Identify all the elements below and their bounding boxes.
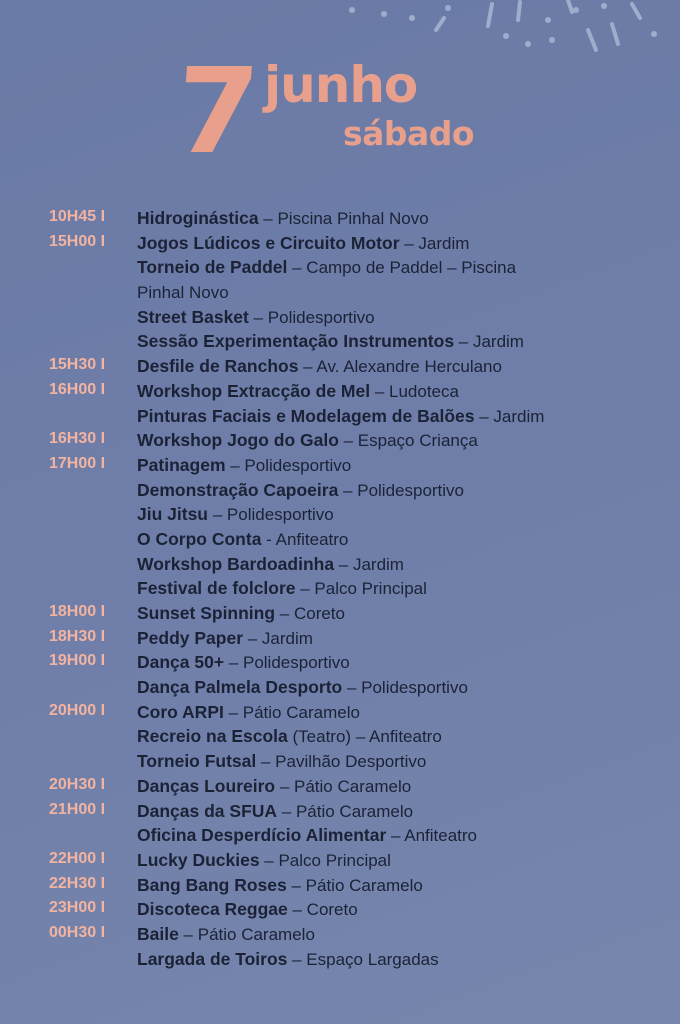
event-location: – Pátio Caramelo — [275, 776, 412, 796]
event-title: Jogos Lúdicos e Circuito Motor — [137, 232, 400, 253]
schedule-entry — [137, 453, 607, 479]
schedule-entry — [137, 749, 607, 775]
schedule-entry — [137, 650, 607, 676]
event-title: Oficina Desperdício Alimentar — [137, 825, 387, 846]
schedule-time: 10H45 I — [49, 208, 106, 225]
schedule-time: 16H00 I — [49, 380, 106, 398]
schedule-entry — [137, 231, 607, 257]
event-location: – Polidesportivo — [225, 455, 352, 475]
schedule-row — [0, 453, 680, 478]
event-title: O Corpo Conta — [137, 528, 262, 549]
schedule-entry — [137, 354, 607, 380]
event-location: – Polidesportivo — [224, 653, 350, 673]
schedule-entry — [137, 478, 607, 504]
schedule-entry — [137, 799, 607, 825]
event-title: Workshop Extracção de Mel — [137, 380, 371, 401]
schedule-entry — [137, 305, 607, 331]
event-title: Peddy Paper — [137, 627, 244, 648]
event-title: Discoteca Reggae — [137, 899, 288, 920]
schedule-row — [0, 601, 680, 626]
schedule-entry — [137, 428, 607, 454]
event-title: Hidroginástica — [137, 208, 259, 228]
event-title: Torneio de Paddel — [137, 257, 288, 278]
schedule-entry — [137, 626, 607, 652]
schedule-row — [0, 576, 680, 601]
schedule-time: 23H00 I — [49, 899, 106, 917]
schedule-entry — [137, 404, 607, 430]
event-location: – Anfiteatro — [386, 826, 478, 846]
event-location: – Pátio Caramelo — [223, 702, 360, 722]
event-title: Dança Palmela Desporto — [137, 677, 343, 698]
event-location: – Jardim — [474, 406, 545, 426]
schedule-row — [0, 354, 680, 379]
schedule-time: 18H30 I — [49, 627, 106, 645]
event-title: Demonstração Capoeira — [137, 479, 339, 500]
event-title: Sessão Experimentação Instrumentos — [137, 331, 455, 352]
schedule-row — [0, 206, 680, 231]
schedule-time: 00H30 I — [49, 923, 106, 941]
event-title: Largada de Toiros — [137, 948, 288, 969]
day-number: 7 — [171, 42, 259, 180]
schedule-row — [0, 848, 680, 873]
schedule-time: 22H30 I — [49, 874, 106, 892]
schedule-entry — [137, 502, 607, 528]
schedule-row — [0, 675, 680, 700]
event-title: Festival de folclore — [137, 578, 296, 599]
event-location: – Jardim — [399, 233, 470, 253]
schedule-entry — [137, 206, 607, 232]
schedule-entry — [137, 947, 607, 973]
schedule-entry — [137, 873, 607, 899]
schedule-row — [0, 626, 680, 651]
event-title: Workshop Bardoadinha — [137, 553, 335, 574]
event-title: Coro ARPI — [137, 701, 224, 722]
schedule-row — [0, 749, 680, 774]
schedule-row — [0, 799, 680, 824]
schedule-row — [0, 231, 680, 256]
schedule-row — [0, 478, 680, 503]
event-location: – Polidesportivo — [342, 678, 468, 698]
schedule-row — [0, 947, 680, 972]
event-title: Danças da SFUA — [137, 800, 278, 821]
schedule-entry — [137, 576, 607, 602]
schedule-row — [0, 897, 680, 922]
schedule-entry — [137, 774, 607, 800]
schedule-entry — [137, 379, 607, 405]
schedule-row — [0, 255, 680, 304]
schedule-time: 16H30 I — [49, 430, 106, 448]
schedule-row — [0, 428, 680, 453]
event-location: – Pavilhão Desportivo — [256, 752, 427, 772]
event-location: – Pátio Caramelo — [286, 875, 423, 895]
schedule-row — [0, 774, 680, 799]
schedule-row — [0, 305, 680, 330]
schedule-row — [0, 552, 680, 577]
schedule-entry — [137, 700, 607, 726]
weekday-name: sábado — [343, 114, 475, 153]
event-title: Baile — [137, 923, 179, 944]
event-location: - Anfiteatro — [261, 529, 349, 549]
schedule-row — [0, 823, 680, 848]
schedule-entry — [137, 922, 607, 948]
schedule-row — [0, 650, 680, 675]
event-location: – Coreto — [275, 604, 345, 624]
schedule-time: 18H00 I — [49, 603, 106, 621]
schedule-time: 20H30 I — [49, 775, 106, 793]
date-header — [0, 0, 680, 200]
schedule-row — [0, 404, 680, 429]
schedule-row — [0, 379, 680, 404]
schedule-entry — [137, 329, 607, 355]
schedule-time: 19H00 I — [49, 652, 106, 670]
schedule-time: 22H00 I — [49, 849, 106, 867]
schedule-entry — [137, 823, 607, 849]
event-location: – Polidesportivo — [248, 307, 375, 327]
schedule-entry — [137, 527, 607, 553]
event-location: – Jardim — [454, 332, 524, 352]
event-title: Street Basket — [137, 306, 249, 327]
event-location: – Pátio Caramelo — [277, 801, 414, 821]
schedule-row — [0, 700, 680, 725]
schedule-time: 17H00 I — [49, 454, 106, 472]
event-location: – Campo de Paddel – Piscina Pinhal Novo — [137, 258, 517, 303]
schedule-entry — [137, 675, 607, 701]
event-title: Jiu Jitsu — [137, 504, 208, 525]
event-location: – Coreto — [287, 900, 358, 920]
event-location: – Av. Alexandre Herculano — [298, 357, 502, 377]
month-name: junho — [264, 56, 418, 114]
event-title: Bang Bang Roses — [137, 874, 287, 895]
event-location: – Espaço Largadas — [287, 949, 439, 969]
event-title: Desfile de Ranchos — [137, 356, 299, 377]
event-location: – Palco Principal — [259, 850, 391, 870]
event-location: – Palco Principal — [295, 579, 427, 599]
schedule-entry — [137, 848, 607, 874]
schedule-list — [0, 206, 680, 971]
event-title: Recreio na Escola — [137, 726, 288, 747]
schedule-row — [0, 502, 680, 527]
event-location: – Piscina Pinhal Novo — [258, 209, 429, 228]
event-title: Danças Loureiro — [137, 775, 276, 796]
event-location: – Polidesportivo — [338, 480, 465, 500]
event-location: – Ludoteca — [370, 381, 459, 401]
schedule-entry — [137, 897, 607, 923]
schedule-row — [0, 329, 680, 354]
schedule-time: 20H00 I — [49, 701, 106, 719]
schedule-row — [0, 527, 680, 552]
event-title: Pinturas Faciais e Modelagem de Balões — [137, 405, 475, 426]
schedule-entry — [137, 552, 607, 578]
schedule-time: 15H00 I — [49, 232, 106, 250]
event-location: (Teatro) – Anfiteatro — [287, 727, 442, 747]
schedule-time: 21H00 I — [49, 800, 106, 818]
event-title: Workshop Jogo do Galo — [137, 430, 339, 451]
event-location: – Polidesportivo — [208, 505, 334, 525]
schedule-row — [0, 724, 680, 749]
event-location: – Espaço Criança — [338, 431, 478, 451]
event-location: – Jardim — [243, 628, 313, 648]
event-title: Patinagem — [137, 454, 226, 475]
schedule-entry — [137, 724, 607, 750]
event-title: Torneio Futsal — [137, 751, 257, 772]
event-location: – Pátio Caramelo — [178, 924, 315, 944]
schedule-time: 15H30 I — [49, 356, 106, 374]
event-title: Lucky Duckies — [137, 849, 260, 870]
schedule-row — [0, 873, 680, 898]
schedule-entry — [137, 601, 607, 627]
event-title: Sunset Spinning — [137, 603, 276, 624]
event-location: – Jardim — [334, 554, 404, 574]
schedule-entry — [137, 255, 517, 305]
event-title: Dança 50+ — [137, 652, 225, 673]
schedule-row — [0, 922, 680, 947]
